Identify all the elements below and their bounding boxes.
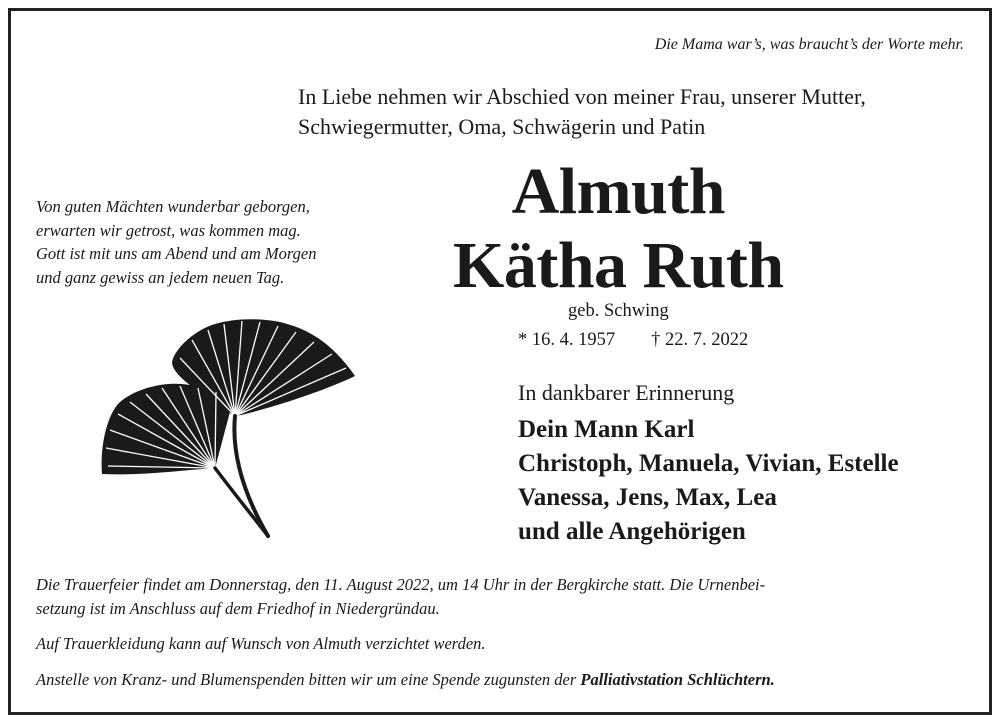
deceased-name bbox=[453, 155, 784, 303]
poem-line: Von guten Mächten wunderbar geborgen, bbox=[36, 197, 310, 216]
funeral-line: setzung ist im Anschluss auf dem Friedhof in Niedergründau. bbox=[36, 598, 440, 618]
thanks-line: In dankbarer Erinnerung bbox=[518, 380, 735, 405]
donation-note bbox=[36, 670, 775, 690]
life-dates bbox=[518, 330, 748, 351]
mourner-line: Dein Mann Karl bbox=[518, 416, 695, 443]
mourner-line: Christoph, Manuela, Vivian, Estelle bbox=[518, 450, 899, 477]
funeral-info bbox=[36, 573, 971, 620]
maiden-name: geb. Schwing bbox=[568, 301, 669, 321]
middle-names: Kätha Ruth bbox=[453, 229, 784, 302]
ginkgo-leaves-icon bbox=[100, 318, 360, 540]
death-date: † 22. 7. 2022 bbox=[651, 330, 749, 350]
poem-line: Gott ist mit uns am Abend und am Morgen bbox=[36, 244, 317, 263]
poem-line: erwarten wir getrost, was kommen mag. bbox=[36, 220, 301, 240]
donation-text: Anstelle von Kranz- und Blumenspenden bitten wir um eine Spende zugunsten der bbox=[36, 670, 577, 689]
poem-line: und ganz gewiss an jedem neuen Tag. bbox=[36, 267, 285, 287]
mourners-list bbox=[518, 413, 899, 549]
clothing-note: Auf Trauerkleidung kann auf Wunsch von Almuth verzichtet werden. bbox=[36, 634, 486, 653]
funeral-line: Die Trauerfeier findet am Donnerstag, den 11. August 2022, um 14 Uhr in der Bergkirche statt. Die Urnenbei- bbox=[36, 575, 766, 594]
intro-text bbox=[298, 82, 866, 142]
motto: Die Mama war’s, was braucht’s der Worte mehr. bbox=[654, 36, 964, 53]
first-name: Almuth bbox=[511, 155, 725, 228]
intro-line: Schwiegermutter, Oma, Schwägerin und Patin bbox=[298, 114, 706, 139]
poem bbox=[36, 195, 317, 289]
donation-organization: Palliativstation Schlüchtern. bbox=[580, 670, 775, 689]
mourner-line: Vanessa, Jens, Max, Lea bbox=[518, 484, 777, 511]
mourner-line: und alle Angehörigen bbox=[518, 518, 746, 545]
intro-line: In Liebe nehmen wir Abschied von meiner Frau, unserer Mutter, bbox=[298, 84, 866, 109]
birth-date: * 16. 4. 1957 bbox=[518, 330, 616, 350]
